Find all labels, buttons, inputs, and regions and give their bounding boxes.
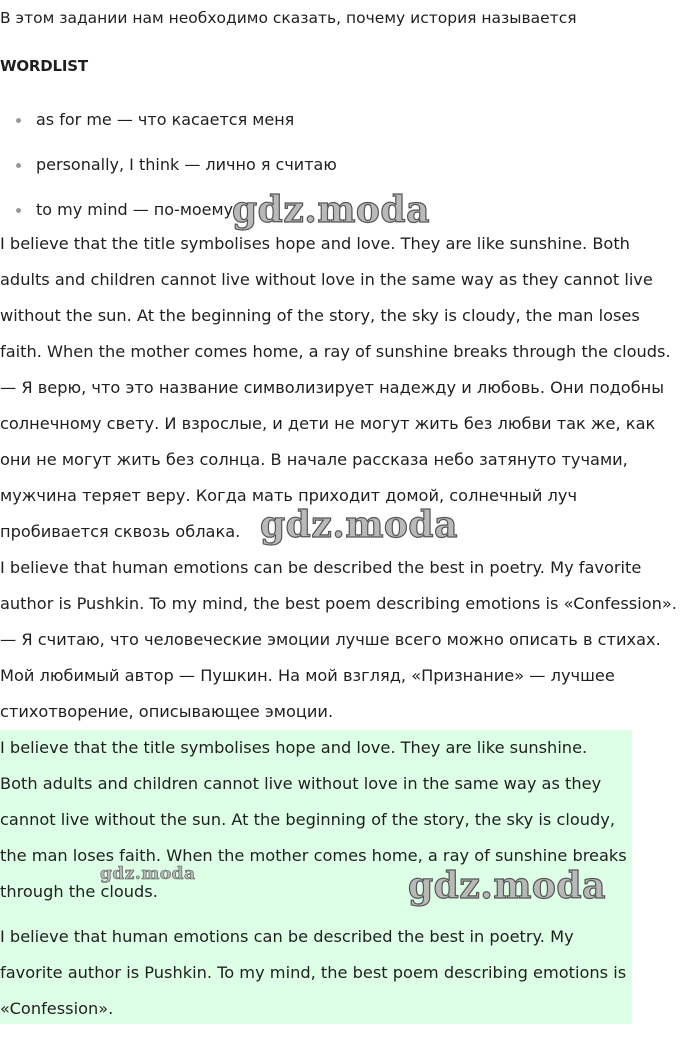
watermark-logo: gdz.moda (260, 504, 458, 546)
wordlist-item-text: to my mind — по-моему (36, 200, 234, 219)
bullet-dot-icon (16, 163, 21, 168)
intro-line: В этом задании нам необходимо сказать, почему история называется (0, 9, 577, 27)
watermark-logo: gdz.moda (100, 864, 196, 884)
bullet-dot-icon (16, 208, 21, 213)
answer-box (0, 730, 632, 1024)
article-paragraph: I believe that human emotions can be described the best in poetry. My favorite author is Pushkin. To my mind, the best poem describing emotions is «Confession». — Я считаю, что человеческие эмоции лучше всего можно описать в стихах. Мой любимый автор — Пушкин. На мой взгляд, «Признание» — лучшее стихотворение, описывающее эмоции. (0, 558, 677, 721)
answer-paragraph: I believe that human emotions can be described the best in poetry. My favorite author is Pushkin. To my mind, the best poem describing emotions is «Confession». (0, 927, 627, 1018)
intro-overlap-mask (0, 30, 680, 50)
bullet-dot-icon (16, 118, 21, 123)
article-body (0, 226, 680, 730)
list-item (0, 151, 337, 196)
watermark-logo: gdz.moda (408, 865, 606, 907)
watermark-logo: gdz.moda (232, 189, 430, 231)
wordlist-item-text: as for me — что касается меня (36, 110, 295, 129)
answer-paragraph: I believe that the title symbolises hope and love. They are like sunshine. Both adults and children cannot live without love in the same way as they cannot live without the sun. At the beginning of the story, the sky is cloudy, the man loses faith. When the mother comes home, a ray of sunshine breaks through the clouds. (0, 738, 627, 901)
wordlist-title: WORDLIST (0, 57, 88, 75)
wordlist-item-text: personally, I think — лично я считаю (36, 155, 337, 174)
article-paragraph: I believe that the title symbolises hope and love. They are like sunshine. Both adults and children cannot live without love in the same way as they cannot live without the sun. At the beginning of the story, the sky is cloudy, the man loses faith. When the mother comes home, a ray of sunshine breaks through the clouds. — Я верю, что это название символизирует надежду и любовь. Они подобны солнечному свету. И взрослые, и дети не могут жить без любви так же, как они не могут жить без солнца. В начале рассказа небо затянуто тучами, мужчина теряет веру. Когда мать приходит домой, солнечный луч пробивается сквозь облака. (0, 234, 671, 541)
list-item (0, 106, 337, 151)
wordlist (0, 106, 337, 241)
